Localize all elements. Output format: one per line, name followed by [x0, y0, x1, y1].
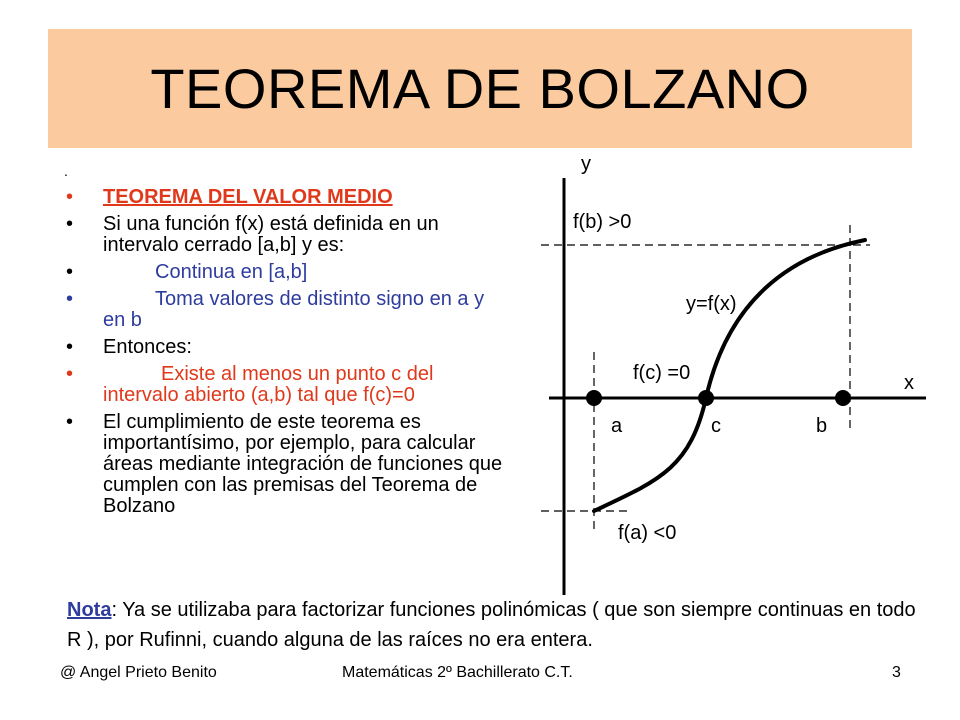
bullet-marker: • — [66, 411, 74, 433]
conclusion-text: Existe al menos un punto c del intervalo abierto (a,b) tal que f(c)=0 — [103, 363, 434, 406]
note-label: Nota — [67, 599, 112, 621]
importance-text: El cumplimiento de este teorema es importantísimo, por ejemplo, para calcular áreas mediante integración de funciones que cumplen con las premisas del Teorema de Bolzano — [103, 411, 503, 517]
bullet-marker: • — [66, 261, 74, 283]
bullet-marker: • — [66, 186, 74, 208]
theorem-name: TEOREMA DEL VALOR MEDIO — [103, 186, 393, 208]
bullet-marker: • — [66, 363, 74, 385]
bullet-marker: • — [66, 213, 74, 235]
point-a-marker — [586, 390, 602, 406]
b-label: b — [816, 415, 828, 437]
note-paragraph — [67, 595, 917, 655]
slide-title: TEOREMA DE BOLZANO — [150, 57, 810, 120]
then-text: Entonces: — [103, 336, 192, 358]
condition-1-text: Continua en [a,b] — [155, 261, 308, 283]
footer-page-number: 3 — [892, 664, 901, 681]
curve-label: y=f(x) — [686, 293, 737, 315]
fc-label: f(c) =0 — [633, 362, 691, 384]
a-label: a — [611, 415, 623, 437]
bullet-marker: • — [66, 288, 74, 310]
fb-label: f(b) >0 — [573, 211, 632, 233]
point-c-marker — [698, 390, 714, 406]
fa-label: f(a) <0 — [618, 522, 677, 544]
footer-course: Matemáticas 2º Bachillerato C.T. — [342, 664, 573, 681]
point-b-marker — [835, 390, 851, 406]
stray-dot: . — [64, 163, 68, 179]
condition-2-text: Toma valores de distinto signo en a y en b — [103, 288, 485, 331]
y-axis-label: y — [581, 153, 591, 175]
footer-author: @ Angel Prieto Benito — [60, 664, 217, 681]
bullet-marker: • — [66, 336, 74, 358]
note-text: : Ya se utilizaba para factorizar funciones polinómicas ( que son siempre continuas en todo R ), por Rufinni, cuando alguna de las raíces no era entera. — [67, 599, 916, 651]
x-axis-label: x — [904, 372, 914, 394]
c-label: c — [711, 415, 721, 437]
definition-text: Si una función f(x) está definida en un intervalo cerrado [a,b] y es: — [103, 213, 439, 256]
